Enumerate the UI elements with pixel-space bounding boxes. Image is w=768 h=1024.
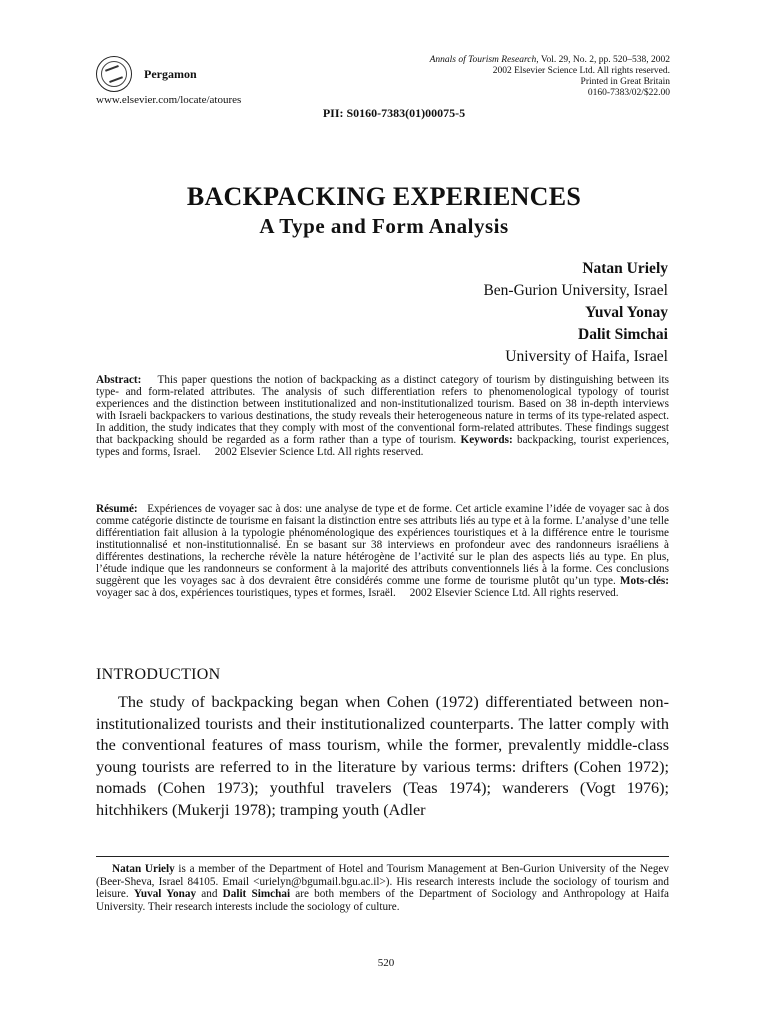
keywords-label: Keywords:: [460, 434, 513, 446]
author-name: Dalit Simchai: [578, 326, 668, 343]
author-block: [483, 258, 668, 368]
publisher-name: Pergamon: [144, 66, 197, 81]
footnote-text: is a member of the Department of Hotel and Tourism Management at Ben-Gurion University of the Negev (Beer-Sheva, Israel 84105. Email <urielyn@bgumail.bgu.ac.il>). His research interests include the sociology of tourism and leisure.: [96, 863, 669, 900]
journal-url[interactable]: www.elsevier.com/locate/atoures: [96, 94, 242, 106]
keywords-text: backpacking, tourist experiences, types and forms, Israel.: [96, 434, 670, 458]
issn-line: 0160-7383/02/$22.00: [587, 88, 670, 98]
footnote-author-name: Yuval Yonay: [133, 888, 197, 900]
author-name: Natan Uriely: [582, 260, 668, 277]
article-subtitle: A Type and Form Analysis: [259, 214, 509, 238]
author-name: Yuval Yonay: [585, 304, 668, 321]
section-heading-introduction: INTRODUCTION: [96, 666, 221, 683]
pii-identifier: PII: S0160-7383(01)00075-5: [322, 106, 466, 120]
publisher-logo-block: [96, 56, 197, 92]
printed-line: Printed in Great Britain: [580, 77, 670, 87]
introduction-paragraph: The study of backpacking began when Cohen (1972) differentiated between non-institutionalized tourists and their institutionalized counterparts. The latter comply with the conventional features of mass tourism, while the former, prevalently middle-class young tourists are referred to in the literature by various terms: drifters (Cohen 1972); nomads (Cohen 1973); youthful travelers (Teas 1974); wanderers (Vogt 1976); hitchhikers (Mukerji 1978); tramping youth (Adler: [96, 693, 669, 819]
footnote-author-name: Natan Uriely: [112, 863, 175, 875]
abstract-paragraph: [96, 374, 669, 458]
abstract-label: Abstract:: [96, 374, 142, 386]
footnote-text: and: [196, 888, 223, 900]
mots-cles-text: voyager sac à dos, expériences touristiques, types et formes, Israël.: [96, 587, 396, 599]
citation-block: [330, 55, 670, 99]
mots-cles-label: Mots-clés:: [619, 575, 669, 587]
resume-text: Expériences de voyager sac à dos: une analyse de type et de forme. Cet article examine l’idée de voyager sac à dos comme catégorie distincte de tourisme en faisant la distinction entre ses attributs liés au type et à la forme. L’analyse d’une telle différentiation fait allusion à la typologie phénoménologique des expériences touristiques et à la différence entre le tourisme institutionnalisé et non-institutionnalisé. En se basant sur 38 interviews en profondeur avec des randonneurs israéliens à différentes destinations, la recherche révèle la nature hétérogène de l’activité sur le plan des aspects liés au type. En plus, l’étude indique que les randonneurs se conforment à la majorité des attributs conventionnels liés à la forme. Ces conclusions suggèrent que les voyages sac à dos devraient être considérés comme une forme de tourisme plutôt qu’un type.: [96, 503, 670, 587]
resume-paragraph: [96, 503, 669, 599]
abstract-text: This paper questions the notion of backpacking as a distinct category of tourism by distinguishing between its type- and form-related attributes. The analysis of such differentiation refers to phenomenological typology of tourist experiences and the distinction between institutionalized and non-institutionalized tourism. Based on 38 in-depth interviews with Israeli backpackers to various destinations, the study reveals their heterogeneous nature in terms of its type-related aspect. In addition, the study indicates that they comply with most of the conventional form-related attributes. These findings suggest that backpacking should be regarded as a form rather than a type of tourism.: [96, 374, 669, 446]
author-affiliation: University of Haifa, Israel: [505, 348, 668, 365]
author-affiliation: Ben-Gurion University, Israel: [483, 282, 668, 299]
resume-label: Résumé:: [96, 503, 138, 515]
citation-details: , Vol. 29, No. 2, pp. 520–538, 2002: [536, 55, 670, 65]
journal-name: Annals of Tourism Research: [429, 55, 537, 65]
page-number: 520: [377, 957, 395, 969]
footnote-author-name: Dalit Simchai: [222, 888, 291, 900]
abstract-rights: 2002 Elsevier Science Ltd. All rights reserved.: [214, 446, 424, 458]
footnote-divider: [96, 856, 669, 857]
copyright-line: 2002 Elsevier Science Ltd. All rights reserved.: [492, 66, 670, 76]
footnote-text: are both members of the Department of Sociology and Anthropology at Haifa University. Their research interests include the sociology of culture.: [96, 888, 670, 913]
resume-rights: 2002 Elsevier Science Ltd. All rights reserved.: [409, 587, 619, 599]
article-title: BACKPACKING EXPERIENCES: [186, 182, 582, 211]
elsevier-tree-logo-icon: [96, 56, 132, 92]
author-footnote: [96, 863, 669, 913]
